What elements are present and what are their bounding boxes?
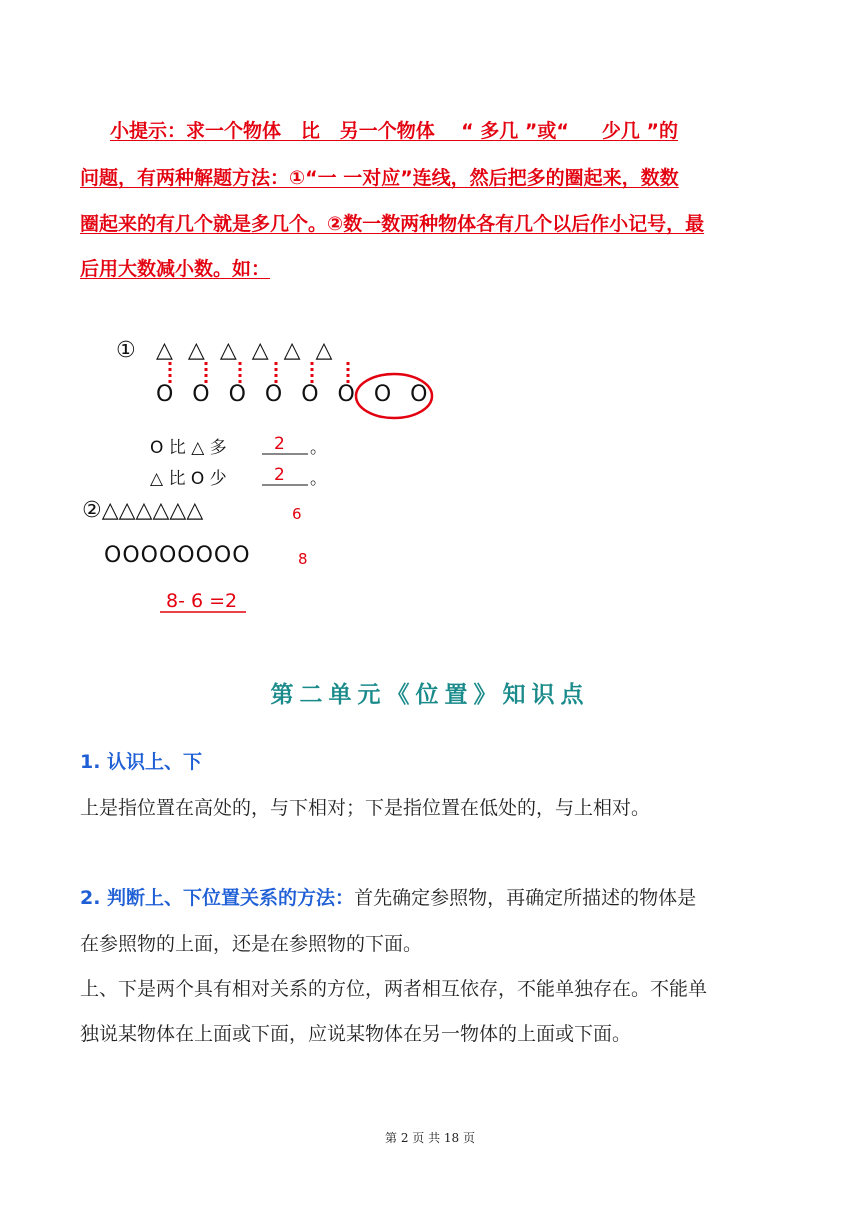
method1-marker: ① bbox=[116, 338, 136, 363]
stmt1-prefix: O 比 △ 多 bbox=[150, 438, 227, 458]
tip-line-1: 小提示：求一个物体 比 另一个物体 “ 多几 ”或“ 少几 ”的 bbox=[110, 120, 679, 142]
page-footer: 第 2 页 共 18 页 bbox=[385, 1131, 475, 1145]
item2-para-line2: 独说某物体在上面或下面，应说某物体在另一物体的上面或下面。 bbox=[80, 1023, 632, 1045]
tip-line-3: 圈起来的有几个就是多几个。②数一数两种物体各有几个以后作小记号，最 bbox=[80, 213, 705, 235]
stmt2-answer: 2 bbox=[274, 465, 285, 485]
equation: 8- 6 =2 bbox=[166, 590, 238, 612]
stmt1-answer: 2 bbox=[274, 434, 285, 454]
item2-first-line bbox=[80, 883, 800, 910]
triangle-count: 6 bbox=[292, 505, 302, 523]
item2-text-line2: 在参照物的上面，还是在参照物的下面。 bbox=[80, 933, 423, 955]
item1-heading: 1. 认识上、下 bbox=[80, 751, 203, 773]
tip-line-2: 问题，有两种解题方法：①“一 一对应”连线，然后把多的圈起来，数数 bbox=[80, 167, 679, 189]
tip-line-4: 后用大数减小数。如： bbox=[80, 258, 271, 280]
section-title: 第二单元《位置》知识点 bbox=[270, 681, 590, 708]
triangles-row: △ △ △ △ △ △ bbox=[156, 338, 337, 363]
circle-count: 8 bbox=[298, 550, 308, 568]
item2-heading: 2. 判断上、下位置关系的方法： bbox=[80, 887, 355, 909]
method2-circles: OOOOOOOO bbox=[104, 543, 251, 568]
one-to-one-lines bbox=[80, 330, 500, 630]
circles-row: O O O O O O O O bbox=[156, 382, 434, 407]
method2-triangles: ②△△△△△△ bbox=[82, 498, 204, 523]
item1-text: 上是指位置在高处的，与下相对；下是指位置在低处的，与上相对。 bbox=[80, 797, 651, 819]
stmt2-suffix: 。 bbox=[310, 469, 327, 489]
stmt1-suffix: 。 bbox=[310, 438, 327, 458]
item2-text-line1: 首先确定参照物，再确定所描述的物体是 bbox=[354, 887, 697, 909]
stmt2-prefix: △ 比 O 少 bbox=[150, 469, 227, 489]
item2-para-line1: 上、下是两个具有相对关系的方位，两者相互依存，不能单独存在。不能单 bbox=[80, 978, 708, 1000]
example-illustration bbox=[80, 330, 500, 630]
